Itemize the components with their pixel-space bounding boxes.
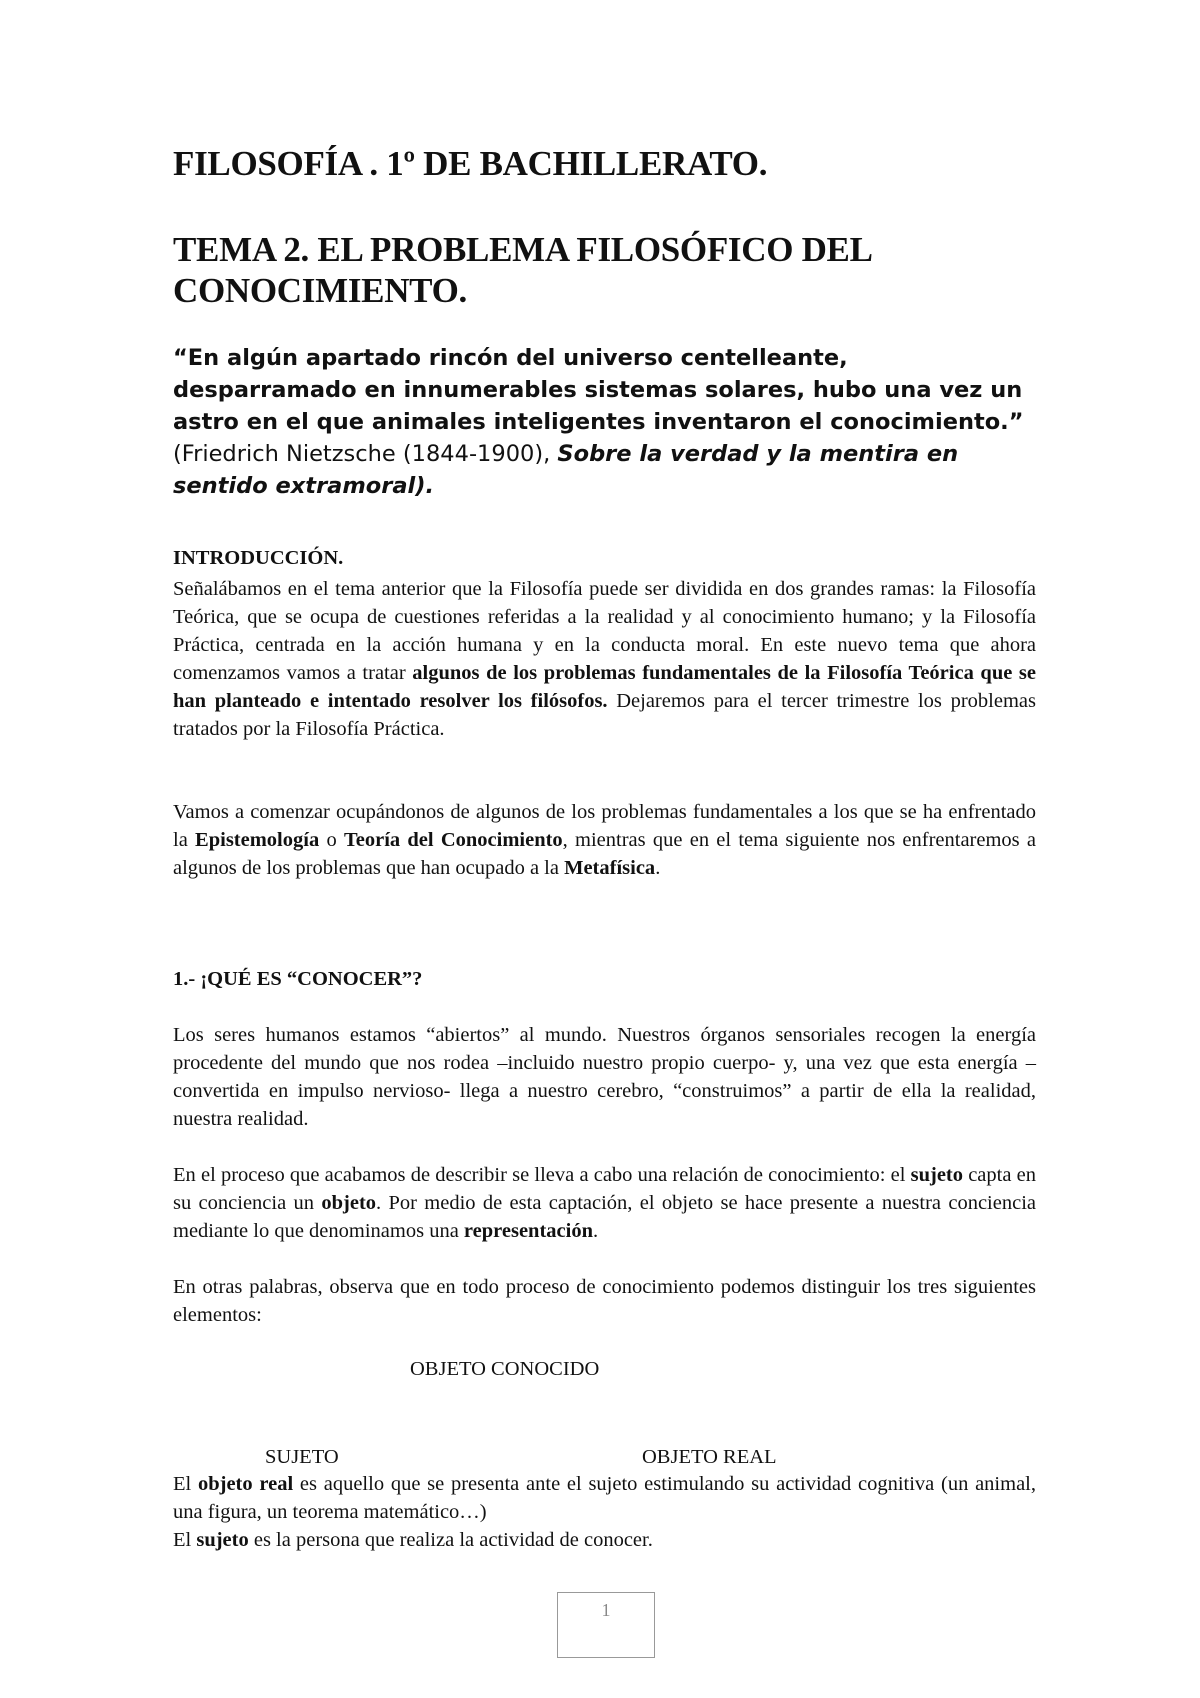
text-run: es aquello que se presenta ante el sujeto estimulando su actividad cognitiva (un animal, una figura, un teorema matemático…) [173,1473,1036,1523]
text-run: es la persona que realiza la actividad de conocer. [248,1529,653,1551]
epigraph-attribution: (Friedrich Nietzsche (1844-1900), [173,441,558,467]
text-run: o [319,829,344,851]
section-1-paragraph-3: En otras palabras, observa que en todo proceso de conocimiento podemos distinguir los tres siguientes elementos: [173,1276,1036,1326]
section-1-paragraph-2 [173,1161,1036,1245]
text-run: Dejaremos para el tercer trimestre los problemas tratados por la Filosofía Práctica. [173,690,1036,740]
diagram-label-real-object: OBJETO REAL [642,1446,777,1468]
epigraph-work-title: Sobre la verdad y la mentira en sentido extramoral). [173,441,959,499]
text-run: Vamos a comenzar ocupándonos de algunos de los problemas fundamentales a los que se ha enfrentado la [173,801,1036,851]
bold-run: Metafísica [564,857,656,879]
text-run: . Por medio de esta captación, el objeto se hace presente a nuestra conciencia mediante lo que denominamos una [173,1192,1036,1242]
bold-run: representación [463,1220,593,1242]
text-run: capta en su conciencia un [173,1164,1036,1214]
document-title: FILOSOFÍA . 1º DE BACHILLERATO. [173,144,768,183]
section-1-paragraph-4 [173,1470,1036,1526]
text-run: El [173,1529,197,1551]
text-run: El [173,1473,198,1495]
bold-run: objeto [321,1192,377,1214]
text-run: . [592,1220,599,1242]
bold-run: Teoría del Conocimiento [343,829,563,851]
bold-run: sujeto [910,1164,964,1186]
text-run: , mientras que en el tema siguiente nos enfrentaremos a algunos de los problemas que han ocupado a la [173,829,1036,879]
text-run: . [655,857,661,879]
bold-run: algunos de los problemas fundamentales de la Filosofía Teórica que se han planteado e intentado resolver los filósofos. [173,662,1036,712]
topic-title: TEMA 2. EL PROBLEMA FILOSÓFICO DEL CONOCIMIENTO. [173,230,871,310]
text-run: Señalábamos en el tema anterior que la Filosofía puede ser dividida en dos grandes ramas: la Filosofía Teórica, que se ocupa de cuestiones referidas a la realidad y al conocimiento humano; y la Filosofía Práctica, centrada en la acción humana y en la conducta moral. En este nuevo tema que ahora comenzamos vamos a tratar [173,578,1036,684]
epigraph [173,342,1036,502]
text-run: En el proceso que acabamos de describir se lleva a cabo una relación de conocimiento: el [173,1164,911,1186]
epigraph-quote: “En algún apartado rincón del universo centelleante, desparramado en innumerables sistemas solares, hubo una vez un astro en el que animales inteligentes inventaron el conocimiento.” [173,345,1024,435]
bold-run: sujeto [196,1529,249,1551]
intro-paragraph-2 [173,798,1036,882]
section-1-heading: 1.- ¡QUÉ ES “CONOCER”? [173,968,423,990]
bold-run: Epistemología [195,829,320,851]
diagram-label-known-object: OBJETO CONOCIDO [410,1358,600,1380]
page-number-box: 1 [557,1592,655,1658]
section-1-paragraph-1: Los seres humanos estamos “abiertos” al mundo. Nuestros órganos sensoriales recogen la energía procedente del mundo que nos rodea –incluido nuestro propio cuerpo- y, una vez que esta energía –convertida en impulso nervioso- llega a nuestro cerebro, “construimos” a partir de ella la realidad, nuestra realidad. [173,1024,1036,1130]
section-1-paragraph-5 [173,1526,1036,1554]
bold-run: objeto real [197,1473,294,1495]
intro-paragraph-1 [173,575,1036,743]
diagram-label-subject: SUJETO [265,1446,339,1468]
intro-heading: INTRODUCCIÓN. [173,547,344,569]
